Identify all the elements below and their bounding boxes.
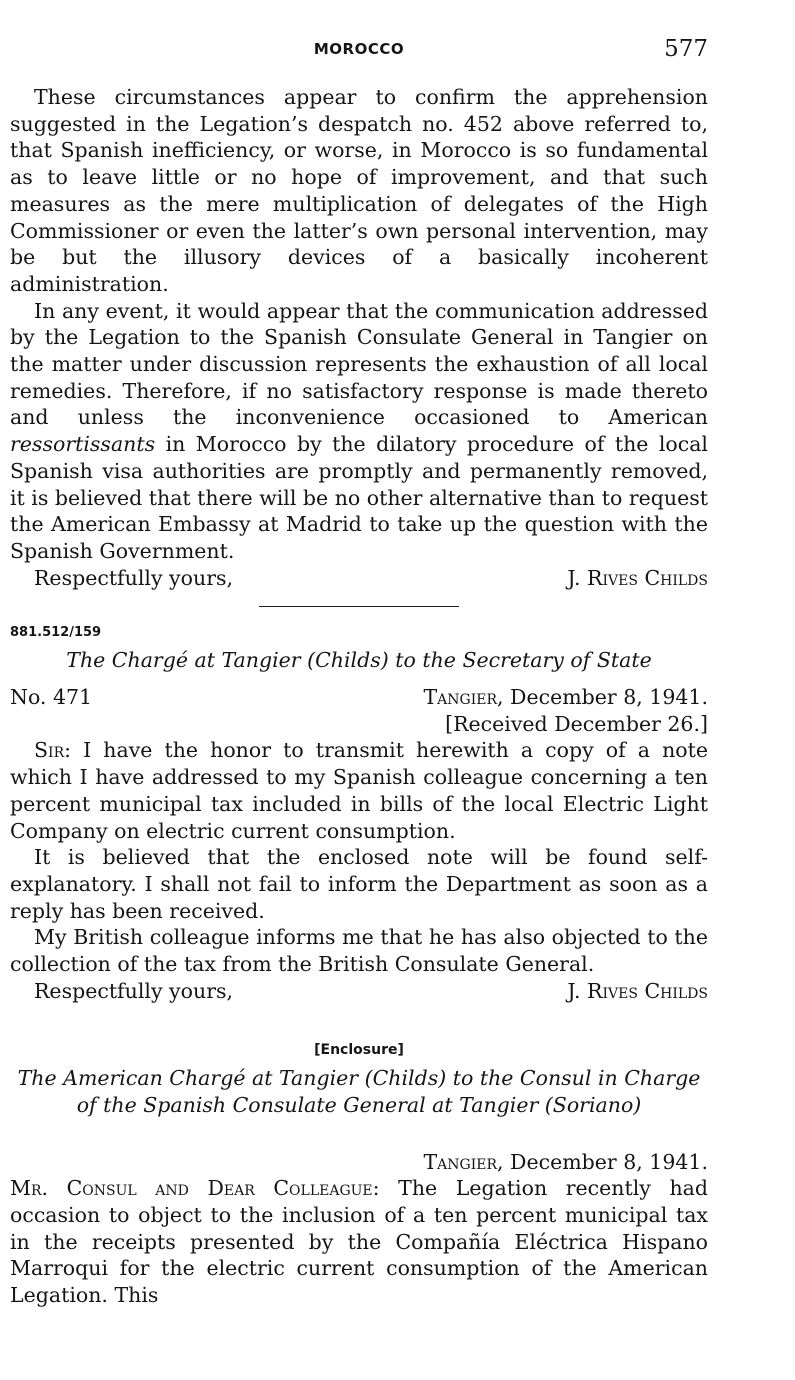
signature-line — [10, 565, 708, 592]
closing: Respectfully yours, — [34, 565, 234, 590]
page-number: 577 — [664, 36, 708, 62]
enclosure-label: [Enclosure] — [314, 1041, 404, 1058]
paragraph — [10, 298, 708, 565]
signature: J. Rives Childs — [567, 565, 708, 590]
enclosure-dateline — [10, 1149, 708, 1176]
received-date: [Received December 26.] — [445, 711, 708, 736]
salutation: Sir — [34, 738, 65, 763]
dateline — [10, 684, 708, 711]
enclosure-title: The American Chargé at Tangier (Childs) to the Consul in Charge of the Spanish Consulate General at Tangier (Soriano) — [17, 1066, 701, 1117]
date: , December 8, 1941. — [497, 1149, 708, 1174]
place: Tangier — [423, 1149, 497, 1174]
text-run: in Morocco by the dilatory procedure of the local Spanish visa authorities are promptly and permanently removed, it is believed that there will be no other alternative than to request the American Embassy at Madrid to take up the question with the Spanish Government. — [10, 432, 709, 563]
paragraph — [10, 737, 708, 844]
date: , December 8, 1941. — [497, 685, 708, 710]
italic-term: ressortissants — [10, 432, 156, 457]
paragraph — [10, 1175, 708, 1309]
section-divider — [259, 606, 459, 607]
text-run: : I have the honor to transmit herewith a copy of a note which I have addressed to my Spanish colleague concerning a ten percent municipal tax included in bills of the local Electric Light Company on electric current consumption. — [10, 738, 708, 843]
body-text — [10, 84, 708, 1309]
paragraph: It is believed that the enclosed note will be found self-explanatory. I shall not fail to inform the Department as soon as a reply has been received. — [10, 845, 708, 923]
paragraph: My British colleague informs me that he has also objected to the collection of the tax from the British Consulate General. — [10, 925, 708, 977]
file-number: 881.512/159 — [10, 625, 102, 641]
document-title: The Chargé at Tangier (Childs) to the Secretary of State — [66, 648, 652, 673]
page-header — [10, 36, 708, 66]
closing: Respectfully yours, — [34, 978, 234, 1003]
signature-line — [10, 978, 708, 1005]
text-run: : The Legation recently had occasion to object to the inclusion of a ten percent municipal tax in the receipts presented by the Compañía Eléctrica Hispano Marroqui for the electric current consumption of the American Legation. This — [10, 1176, 708, 1308]
signature: J. Rives Childs — [567, 978, 708, 1003]
running-head: MOROCCO — [313, 40, 405, 58]
text-run: In any event, it would appear that the communication addressed by the Legation to the Spanish Consulate General in Tangier on the matter under discussion represents the exhaustion of all local remedies. Therefore, if no satisfactory response is made thereto and unless the inconvenience occasioned to American — [10, 298, 708, 430]
paragraph: These circumstances appear to confirm the apprehension suggested in the Legation’s despatch no. 452 above referred to, that Spanish inefficiency, or worse, in Morocco is so fundamental as to leave little or no hope of improvement, and that such measures as the mere multiplication of delegates of the High Commissioner or even the latter’s own personal intervention, may be but the illusory devices of a basically incoherent administration. — [10, 85, 708, 296]
salutation: Mr. Consul and Dear Colleague — [10, 1176, 373, 1201]
place: Tangier — [423, 685, 497, 710]
document-number: No. 471 — [10, 685, 93, 710]
